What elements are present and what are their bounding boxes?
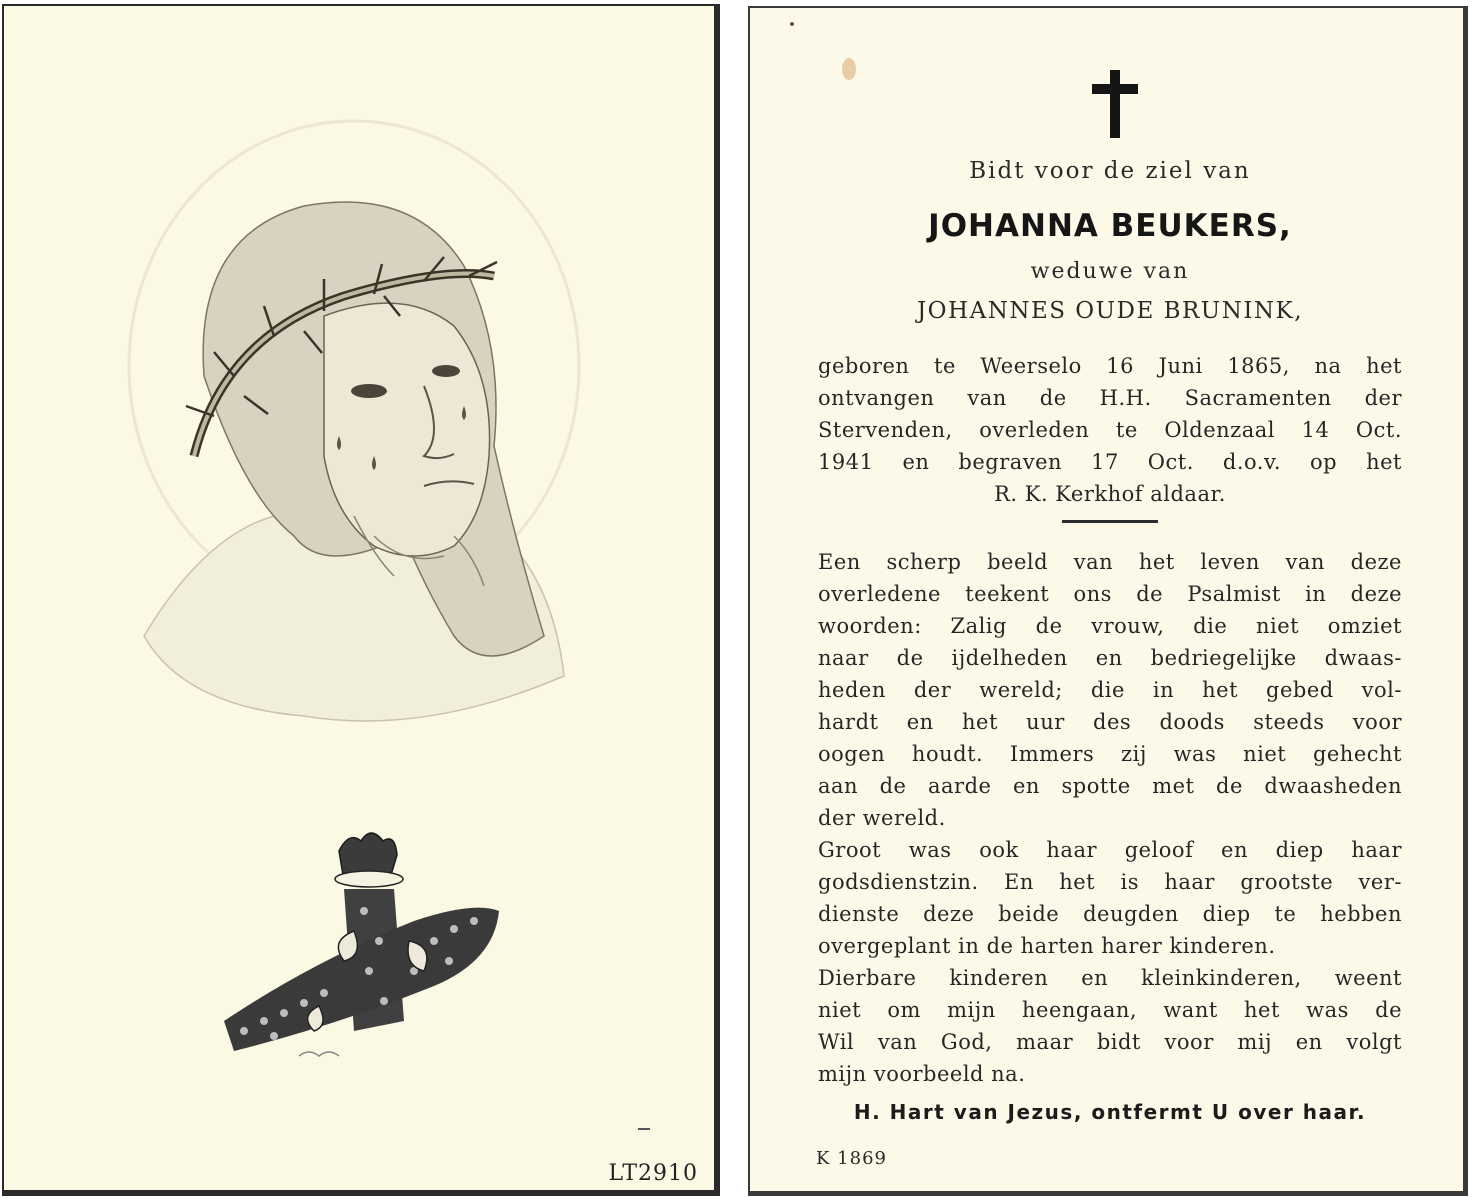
meditation-line: heden der wereld; die in het gebed vol- [818, 678, 1402, 702]
right-card [748, 6, 1468, 1196]
bio-line: 1941 en begraven 17 Oct. d.o.v. op het [818, 450, 1402, 474]
meditation-line: der wereld. [818, 806, 946, 830]
bio-line: ontvangen van de H.H. Sacramenten der [818, 386, 1402, 410]
meditation-line: Een scherp beeld van het leven van deze [818, 550, 1402, 574]
meditation-line: niet om mijn heengaan, want het was de [818, 998, 1402, 1022]
meditation-line: godsdienstzin. En het is haar grootste ver- [818, 870, 1402, 894]
meditation-line: hardt en het uur des doods steeds voor [818, 710, 1402, 734]
meditation-line: woorden: Zalig de vrouw, die niet omziet [818, 614, 1402, 638]
husband-name: JOHANNES OUDE BRUNINK, [916, 298, 1304, 324]
card-code: LT2910 [608, 1161, 698, 1186]
meditation-line: overgeplant in de harten harer kinderen. [818, 934, 1276, 958]
christ-crown-of-thorns-illustration [124, 116, 594, 756]
biography-paragraph [818, 350, 1402, 510]
paper-speck [790, 22, 794, 26]
closing-prayer: H. Hart van Jezus, ontfermt U over haar. [853, 1100, 1367, 1124]
meditation-line: overledene teekent ons de Psalmist in deze [818, 582, 1402, 606]
print-code: K 1869 [816, 1148, 887, 1169]
meditation-line: mijn voorbeeld na. [818, 1062, 1026, 1086]
bio-line: geboren te Weerselo 16 Juni 1865, na het [818, 354, 1402, 378]
bio-line: R. K. Kerkhof aldaar. [994, 482, 1226, 506]
mark-dash [638, 1128, 650, 1130]
widow-of-line: weduwe van [1030, 259, 1190, 284]
meditation-line: Groot was ook haar geloof en diep haar [818, 838, 1402, 862]
left-card [2, 4, 720, 1196]
divider-rule [1062, 520, 1158, 523]
pray-for-soul-line: Bidt voor de ziel van [969, 158, 1251, 184]
meditation-line: oogen houdt. Immers zij was niet gehecht [818, 742, 1402, 766]
meditation-line: Wil van God, maar bidt voor mij en volgt [818, 1030, 1402, 1054]
meditation-line: dienste deze beide deugden diep te hebben [818, 902, 1402, 926]
meditation-line: aan de aarde en spotte met de dwaasheden [818, 774, 1402, 798]
deceased-name: JOHANNA BEUKERS, [928, 208, 1292, 244]
bio-line: Stervenden, overleden te Oldenzaal 14 Oct. [818, 418, 1402, 442]
meditation-paragraph [818, 546, 1402, 1090]
meditation-line: Dierbare kinderen en kleinkinderen, weent [818, 966, 1402, 990]
paper-stain [842, 58, 856, 80]
latin-cross-icon [1088, 68, 1142, 142]
flower-cross-illustration [204, 821, 514, 1066]
meditation-line: naar de ijdelheden en bedriegelijke dwaas- [818, 646, 1402, 670]
